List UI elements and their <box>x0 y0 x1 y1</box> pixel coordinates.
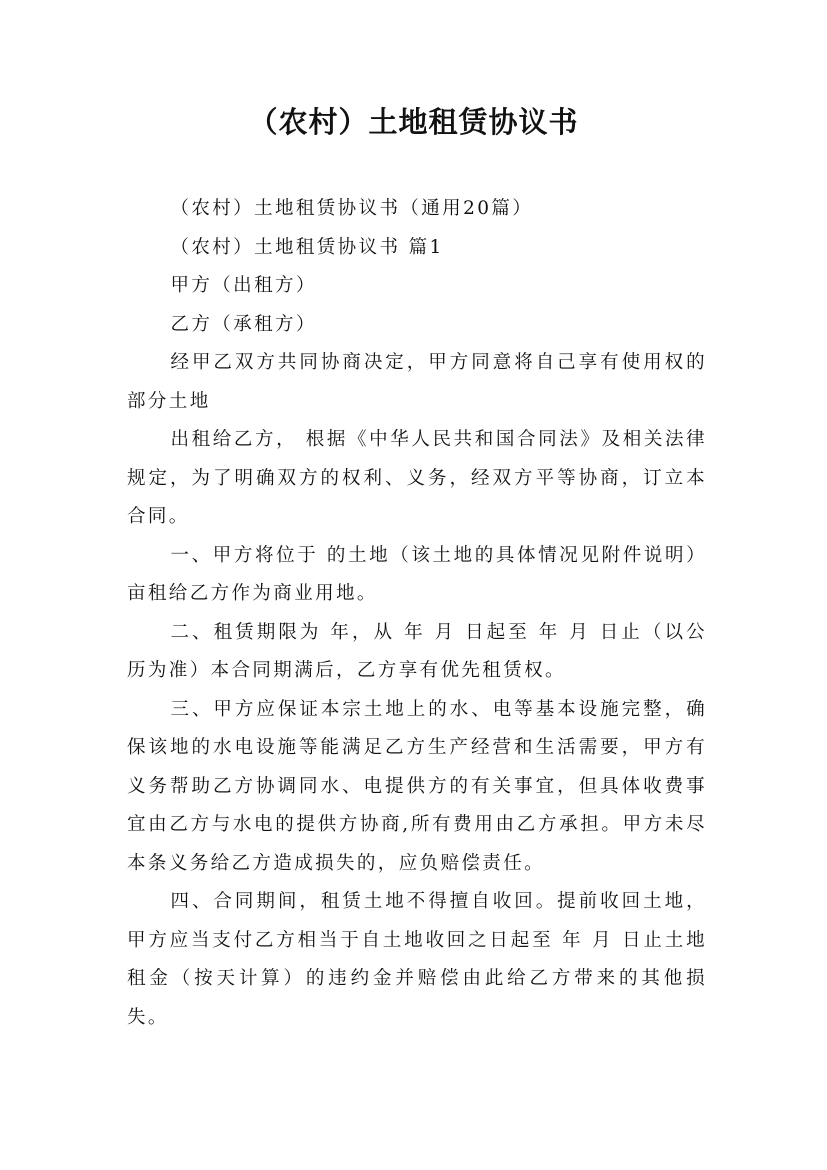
paragraph-clause-2: 二、租赁期限为 年，从 年 月 日起至 年 月 日止（以公历为准）本合同期满后，乙方享有优先租赁权。 <box>127 621 707 681</box>
paragraph-legal-basis: 出租给乙方， 根据《中华人民共和国合同法》及相关法律规定，为了明确双方的权利、义务，经双方平等协商，订立本合同。 <box>127 429 707 527</box>
paragraph-clause-3: 三、甲方应保证本宗土地上的水、电等基本设施完整，确保该地的水电设施等能满足乙方生产经营和生活需要，甲方有义务帮助乙方协调同水、电提供方的有关事宜，但具体收费事宜由乙方与水电的提供方协商,所有费用由乙方承担。甲方未尽本条义务给乙方造成损失的，应负赔偿责任。 <box>127 698 707 874</box>
document-title: （农村）土地租赁协议书 <box>248 105 579 139</box>
paragraph-party-b: 乙方（承租方） <box>170 313 317 335</box>
paragraph-clause-4: 四、合同期间，租赁土地不得擅自收回。提前收回土地，甲方应当支付乙方相当于自土地收回之日起至 年 月 日止土地租金（按天计算）的违约金并赔偿由此给乙方带来的其他损失。 <box>127 891 707 1028</box>
paragraph-party-a: 甲方（出租方） <box>170 275 317 296</box>
paragraph-agreement-intro: 经甲乙双方共同协商决定，甲方同意将自己享有使用权的部分土地 <box>127 352 707 412</box>
paragraph-section-heading: （农村）土地租赁协议书 篇1 <box>170 236 444 258</box>
paragraph-clause-1: 一、甲方将位于 的土地（该土地的具体情况见附件说明） 亩租给乙方作为商业用地。 <box>127 544 707 604</box>
paragraph-subtitle: （农村）土地租赁协议书（通用20篇） <box>170 198 534 219</box>
document-body <box>127 190 707 1037</box>
